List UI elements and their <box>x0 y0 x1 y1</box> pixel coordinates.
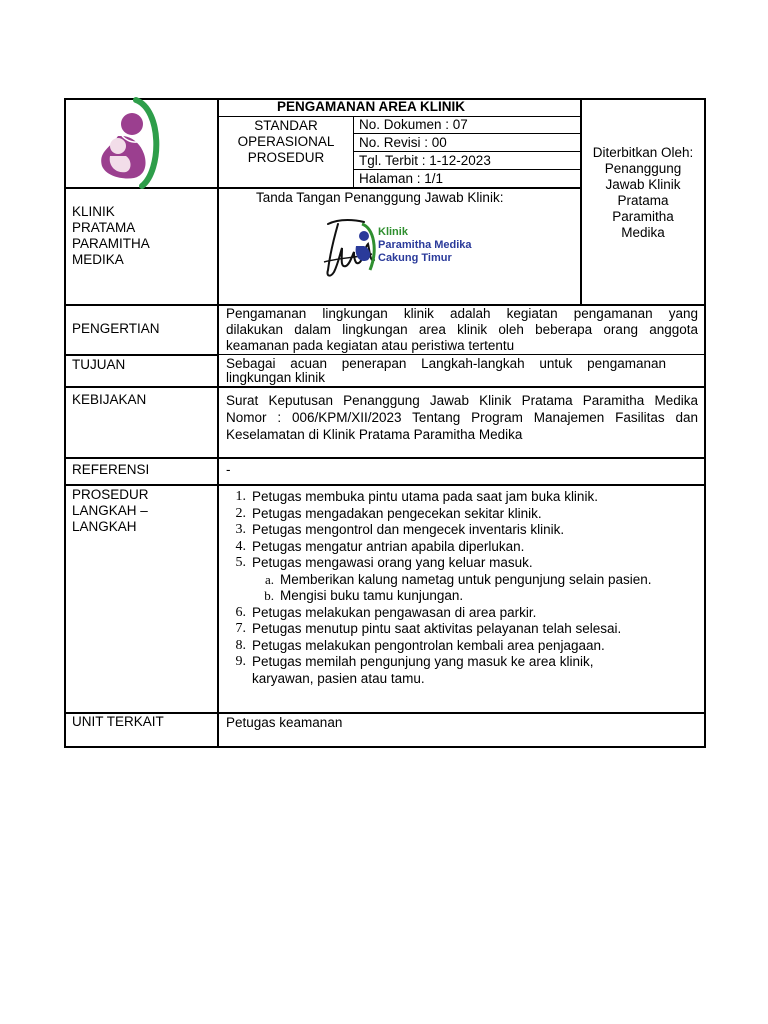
item-text: Petugas mengatur antrian apabila diperlukan. <box>252 538 525 554</box>
content-line: Keselamatan di Klinik Pratama Paramitha Medika <box>226 427 523 442</box>
clinic-logo <box>92 96 170 190</box>
content-line: Nomor : 006/KPM/XII/2023 Tentang Program Manajemen Fasilitas dan <box>226 410 698 425</box>
section-content-unit-terkait: Petugas keamanan <box>226 715 343 730</box>
item-number: a. <box>264 571 274 587</box>
list-item <box>228 539 690 556</box>
clinic-name-line: PARAMITHA <box>72 236 150 251</box>
list-item <box>228 638 690 655</box>
content-line: lingkungan klinik <box>226 370 326 385</box>
section-content-tujuan <box>226 357 666 385</box>
document-type-line: STANDAR <box>254 118 318 133</box>
item-text: Petugas mengontrol dan mengecek inventaris klinik. <box>252 522 565 537</box>
item-number: 5. <box>235 555 246 570</box>
page-number: Halaman : 1/1 <box>359 171 444 186</box>
content-line: dilakukan dalam lingkungan area klinik oleh beberapa orang anggota <box>226 322 698 337</box>
item-text: Mengisi buku tamu kunjungan. <box>280 588 464 603</box>
list-item <box>228 671 690 688</box>
item-text: karyawan, pasien atau tamu. <box>252 670 425 686</box>
section-label-prosedur <box>72 487 149 535</box>
issued-by-line: Jawab Klinik <box>605 177 681 192</box>
stamp-line: Cakung Timur <box>378 252 452 264</box>
item-text: Petugas melakukan pengawasan di area parkir. <box>252 604 537 620</box>
item-number: 8. <box>235 637 246 653</box>
list-subitem <box>228 588 690 605</box>
list-item <box>228 522 690 539</box>
item-number: 6. <box>235 604 246 620</box>
item-text: Petugas mengadakan pengecekan sekitar klinik. <box>252 505 542 521</box>
label-line: LANGKAH <box>72 519 137 534</box>
document-type-line: OPERASIONAL <box>237 134 335 149</box>
clinic-name-line: PRATAMA <box>72 220 136 235</box>
document-type <box>219 118 353 166</box>
stamp-line: Klinik <box>378 226 408 238</box>
list-item <box>228 621 690 638</box>
clinic-name <box>72 204 150 268</box>
item-number: 3. <box>235 522 246 537</box>
item-text: Petugas memilah pengunjung yang masuk ke area klinik, <box>252 654 594 669</box>
item-text: Petugas mengawasi orang yang keluar masuk. <box>252 555 533 570</box>
content-line: Sebagai acuan penerapan Langkah-langkah untuk pengamanan <box>226 356 666 371</box>
section-content-referensi: - <box>226 462 231 477</box>
clinic-stamp <box>352 220 482 276</box>
document-title: PENGAMANAN AREA KLINIK <box>277 99 465 114</box>
section-label-referensi: REFERENSI <box>72 462 150 477</box>
content-line: keamanan pada kegiatan atau peristiwa tertentu <box>226 338 515 353</box>
content-line: Surat Keputusan Penanggung Jawab Klinik Pratama Paramitha Medika <box>226 393 698 408</box>
list-item <box>228 489 690 506</box>
item-text: Petugas membuka pintu utama pada saat jam buka klinik. <box>252 489 598 504</box>
item-text: Memberikan kalung nametag untuk pengunjung selain pasien. <box>280 571 652 587</box>
issued-by-line: Medika <box>621 225 665 240</box>
document-number: No. Dokumen : 07 <box>359 117 468 132</box>
list-item <box>228 654 690 671</box>
stamp-line: Paramitha Medika <box>378 239 472 251</box>
list-item <box>228 555 690 572</box>
item-text: Petugas menutup pintu saat aktivitas pelayanan telah selesai. <box>252 621 622 636</box>
item-number: 7. <box>235 621 246 636</box>
item-number: 2. <box>235 505 246 521</box>
content-line: Pengamanan lingkungan klinik adalah kegiatan pengamanan yang <box>226 306 698 321</box>
issued-by <box>582 145 704 241</box>
section-label-kebijakan: KEBIJAKAN <box>72 392 147 407</box>
document-type-line: PROSEDUR <box>247 150 325 165</box>
section-content-pengertian <box>226 306 698 354</box>
section-content-kebijakan <box>226 392 698 443</box>
label-line: LANGKAH – <box>72 503 148 518</box>
label-line: PROSEDUR <box>72 487 149 502</box>
item-number: b. <box>264 588 274 603</box>
issued-by-line: Diterbitkan Oleh: <box>592 145 694 160</box>
issue-date: Tgl. Terbit : 1-12-2023 <box>359 153 491 168</box>
clinic-name-line: KLINIK <box>72 204 115 219</box>
list-item <box>228 506 690 523</box>
clinic-name-line: MEDIKA <box>72 252 124 267</box>
item-number: 4. <box>235 538 246 554</box>
issued-by-line: Paramitha <box>612 209 674 224</box>
issued-by-line: Pratama <box>617 193 669 208</box>
list-subitem <box>228 572 690 589</box>
item-number: 1. <box>235 489 246 504</box>
item-number: 9. <box>235 654 246 669</box>
list-item <box>228 605 690 622</box>
section-label-pengertian: PENGERTIAN <box>72 321 160 336</box>
signature-label: Tanda Tangan Penanggung Jawab Klinik: <box>256 190 504 205</box>
issued-by-line: Penanggung <box>604 161 682 176</box>
procedure-steps <box>228 489 690 687</box>
section-label-tujuan: TUJUAN <box>72 357 126 372</box>
revision-number: No. Revisi : 00 <box>359 135 447 150</box>
item-text: Petugas melakukan pengontrolan kembali area penjagaan. <box>252 637 605 653</box>
section-label-unit-terkait: UNIT TERKAIT <box>72 714 164 729</box>
